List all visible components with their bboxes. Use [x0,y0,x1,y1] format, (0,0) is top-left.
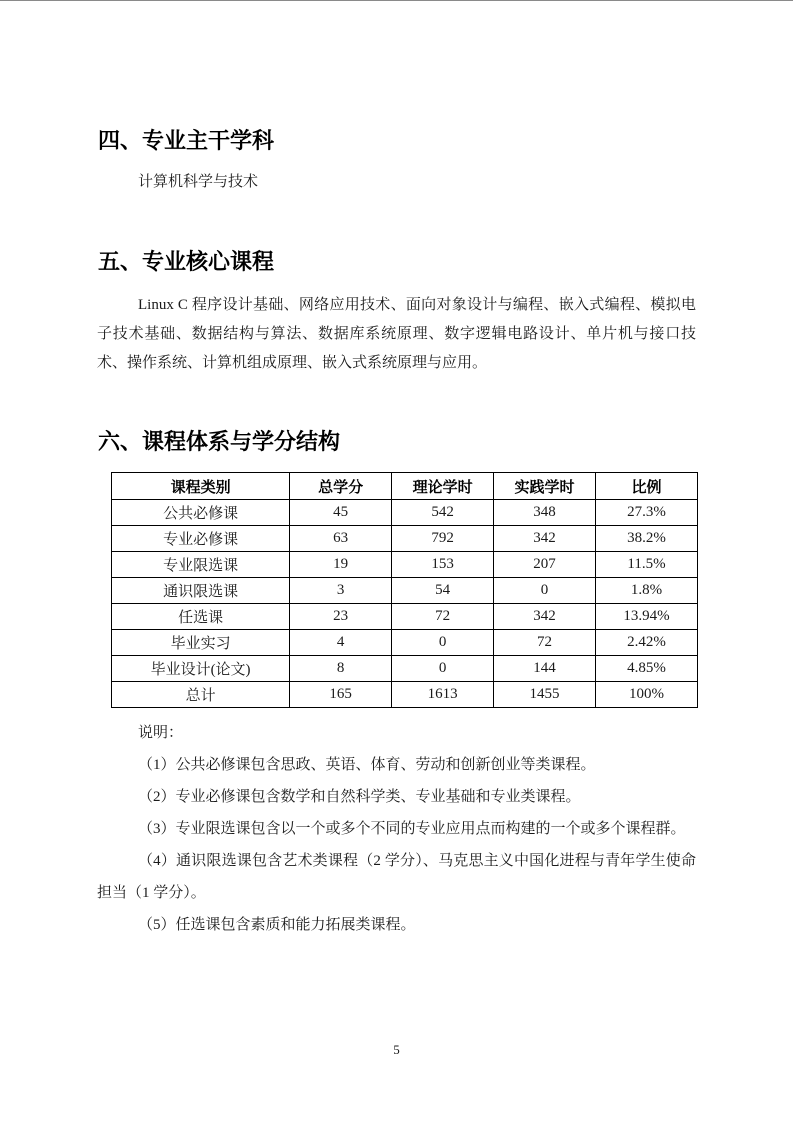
table-cell: 38.2% [596,526,698,552]
table-cell: 13.94% [596,604,698,630]
table-cell: 4 [290,630,392,656]
note-item: （2）专业必修课包含数学和自然科学类、专业基础和专业类课程。 [138,789,581,805]
table-cell: 792 [392,526,494,552]
table-cell: 11.5% [596,552,698,578]
table-cell: 0 [392,630,494,656]
table-cell: 144 [494,656,596,682]
table-cell: 3 [290,578,392,604]
table-cell: 4.85% [596,656,698,682]
table-cell: 毕业设计(论文) [112,656,290,682]
table-cell: 0 [392,656,494,682]
table-cell: 通识限选课 [112,578,290,604]
table-cell: 63 [290,526,392,552]
page-top-edge-line [0,0,793,1]
header-practice-hours: 实践学时 [494,473,596,500]
table-cell: 19 [290,552,392,578]
table-cell: 27.3% [596,500,698,526]
table-cell: 100% [596,682,698,708]
table-row [112,526,698,552]
table-row [112,604,698,630]
table-row [112,578,698,604]
table-row [112,500,698,526]
table-cell: 1455 [494,682,596,708]
table-cell: 1.8% [596,578,698,604]
header-ratio: 比例 [596,473,698,500]
section-heading-major-disciplines: 四、专业主干学科 [98,128,275,153]
header-theory-hours: 理论学时 [392,473,494,500]
table-row [112,630,698,656]
notes-label: 说明： [138,725,184,741]
table-row-total [112,682,698,708]
table-cell: 2.42% [596,630,698,656]
table-cell: 207 [494,552,596,578]
note-item: （1）公共必修课包含思政、英语、体育、劳动和创新创业等类课程。 [138,757,596,773]
table-cell: 23 [290,604,392,630]
notes-block [97,717,696,941]
table-cell: 54 [392,578,494,604]
table-cell: 专业限选课 [112,552,290,578]
table-cell: 任选课 [112,604,290,630]
table-cell: 165 [290,682,392,708]
header-total-credits: 总学分 [290,473,392,500]
table-cell: 8 [290,656,392,682]
table-cell: 45 [290,500,392,526]
table-cell: 342 [494,604,596,630]
credit-structure-table [111,472,698,708]
table-cell: 342 [494,526,596,552]
table-cell: 毕业实习 [112,630,290,656]
table-cell: 72 [392,604,494,630]
table-cell: 总计 [112,682,290,708]
core-courses-paragraph: Linux C 程序设计基础、网络应用技术、面向对象设计与编程、嵌入式编程、模拟电子技术基础、数据结构与算法、数据库系统原理、数字逻辑电路设计、单片机与接口技术、操作系统、计算机组成原理、嵌入式系统原理与应用。 [97,297,696,371]
table-cell: 72 [494,630,596,656]
table-header-row [112,473,698,500]
note-item: （3）专业限选课包含以一个或多个不同的专业应用点而构建的一个或多个课程群。 [138,821,686,837]
note-item: （4）通识限选课包含艺术类课程（2 学分）、马克思主义中国化进程与青年学生使命担当（1 学分）。 [97,853,696,901]
table-row [112,552,698,578]
header-course-category: 课程类别 [112,473,290,500]
credit-structure-table-wrap [111,472,698,708]
table-cell: 542 [392,500,494,526]
table-row [112,656,698,682]
table-cell: 348 [494,500,596,526]
table-cell: 153 [392,552,494,578]
note-item: （5）任选课包含素质和能力拓展类课程。 [138,917,416,933]
table-cell: 专业必修课 [112,526,290,552]
major-discipline-text: 计算机科学与技术 [138,174,259,190]
section-heading-core-courses: 五、专业核心课程 [98,249,275,274]
table-cell: 1613 [392,682,494,708]
table-cell: 公共必修课 [112,500,290,526]
table-cell: 0 [494,578,596,604]
section-heading-credit-structure: 六、课程体系与学分结构 [98,429,341,454]
page-number: 5 [393,1042,400,1057]
